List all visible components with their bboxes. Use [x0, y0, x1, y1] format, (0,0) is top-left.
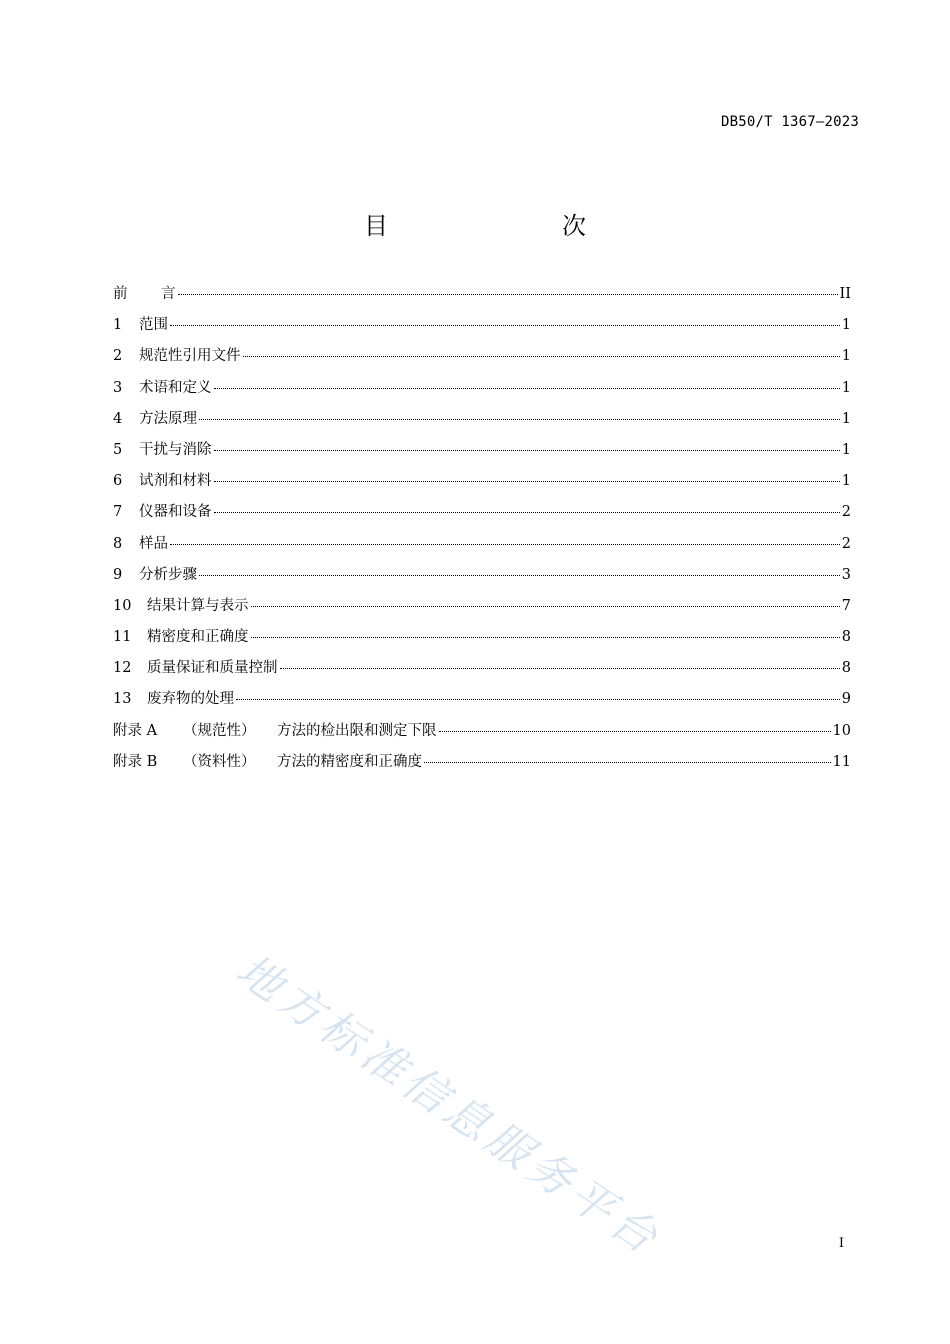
toc-leader-dots	[214, 450, 840, 451]
toc-entry-number: 1	[113, 317, 123, 334]
table-of-contents	[113, 282, 851, 781]
toc-entry-number: 前	[113, 286, 128, 302]
toc-entry-number: 3	[113, 379, 123, 396]
toc-entry-7[interactable]	[113, 500, 851, 531]
toc-entry-4[interactable]	[113, 407, 851, 438]
toc-entry-12[interactable]	[113, 656, 851, 687]
watermark: 地方标准信息服务平台	[227, 944, 671, 1267]
toc-entry-2[interactable]	[113, 344, 851, 375]
toc-entry-title: 试剂和材料	[139, 473, 212, 490]
toc-entry-title: 结果计算与表示	[147, 597, 249, 614]
toc-entry-page: 3	[841, 566, 851, 583]
toc-entry-6[interactable]	[113, 469, 851, 500]
toc-entry-11[interactable]	[113, 625, 851, 656]
toc-entry-page: 1	[841, 410, 851, 427]
toc-entry-title: 废弃物的处理	[147, 691, 234, 708]
toc-entry-title: 规范性引用文件	[139, 348, 241, 365]
toc-entry-9[interactable]	[113, 563, 851, 594]
toc-entry-appendix-a[interactable]	[113, 719, 851, 750]
toc-entry-page: 2	[841, 535, 851, 552]
toc-entry-13[interactable]	[113, 687, 851, 718]
toc-entry-number: 12	[113, 660, 132, 677]
toc-leader-dots	[251, 637, 840, 638]
toc-entry-preface[interactable]	[113, 282, 851, 313]
toc-leader-dots	[424, 762, 831, 763]
toc-entry-number: 9	[113, 566, 123, 583]
toc-leader-dots	[243, 356, 840, 357]
toc-entry-title: 方法的精密度和正确度	[277, 753, 422, 770]
toc-leader-dots	[170, 544, 840, 545]
toc-entry-appendix-b[interactable]	[113, 750, 851, 781]
document-code: DB50/T 1367—2023	[720, 114, 859, 130]
toc-entry-1[interactable]	[113, 313, 851, 344]
toc-entry-page: 11	[832, 753, 851, 770]
toc-entry-title: 样品	[139, 535, 168, 552]
toc-leader-dots	[251, 606, 840, 607]
toc-leader-dots	[214, 481, 840, 482]
toc-entry-number: 8	[113, 535, 123, 552]
toc-entry-title: 干扰与消除	[139, 441, 212, 458]
toc-leader-dots	[199, 419, 840, 420]
toc-entry-number: 7	[113, 504, 123, 521]
toc-entry-number: 5	[113, 441, 123, 458]
toc-entry-page: 2	[841, 504, 851, 521]
toc-entry-page: II	[839, 286, 851, 302]
toc-entry-title: 方法的检出限和测定下限	[277, 722, 437, 739]
toc-entry-title: 术语和定义	[139, 379, 212, 396]
toc-entry-page: 1	[841, 441, 851, 458]
toc-entry-page: 9	[841, 691, 851, 708]
toc-entry-number: 10	[113, 597, 132, 614]
toc-entry-title: 分析步骤	[139, 566, 197, 583]
toc-entry-number: 4	[113, 410, 123, 427]
toc-entry-title: 范围	[139, 317, 168, 334]
toc-entry-page: 8	[841, 660, 851, 677]
toc-entry-page: 8	[841, 629, 851, 646]
toc-leader-dots	[199, 575, 840, 576]
toc-entry-title: 质量保证和质量控制	[147, 660, 278, 677]
toc-leader-dots	[439, 731, 831, 732]
toc-entry-title: 精密度和正确度	[147, 629, 249, 646]
toc-entry-5[interactable]	[113, 438, 851, 469]
page-number: I	[838, 1236, 844, 1251]
toc-entry-8[interactable]	[113, 532, 851, 563]
toc-entry-page: 10	[832, 722, 851, 739]
page-title: 目 次	[364, 212, 628, 240]
toc-entry-number: 13	[113, 691, 132, 708]
toc-entry-page: 1	[841, 473, 851, 490]
toc-entry-title: 言	[161, 286, 176, 302]
toc-leader-dots	[280, 668, 840, 669]
toc-entry-title: 方法原理	[139, 410, 197, 427]
toc-entry-3[interactable]	[113, 376, 851, 407]
toc-entry-page: 1	[841, 317, 851, 334]
toc-entry-number: 11	[113, 629, 132, 646]
toc-leader-dots	[214, 388, 840, 389]
toc-entry-page: 7	[841, 597, 851, 614]
toc-entry-number: 2	[113, 348, 123, 365]
toc-leader-dots	[170, 325, 840, 326]
toc-entry-10[interactable]	[113, 594, 851, 625]
toc-appendix-label: 附录 B	[113, 753, 158, 770]
toc-leader-dots	[178, 294, 838, 295]
toc-entry-page: 1	[841, 348, 851, 365]
toc-entry-page: 1	[841, 379, 851, 396]
toc-entry-title: 仪器和设备	[139, 504, 212, 521]
toc-appendix-label: 附录 A	[113, 722, 158, 739]
toc-appendix-type: （资料性）	[183, 753, 256, 770]
toc-entry-number: 6	[113, 473, 123, 490]
toc-leader-dots	[214, 512, 840, 513]
toc-leader-dots	[236, 699, 840, 700]
toc-appendix-type: （规范性）	[183, 722, 256, 739]
